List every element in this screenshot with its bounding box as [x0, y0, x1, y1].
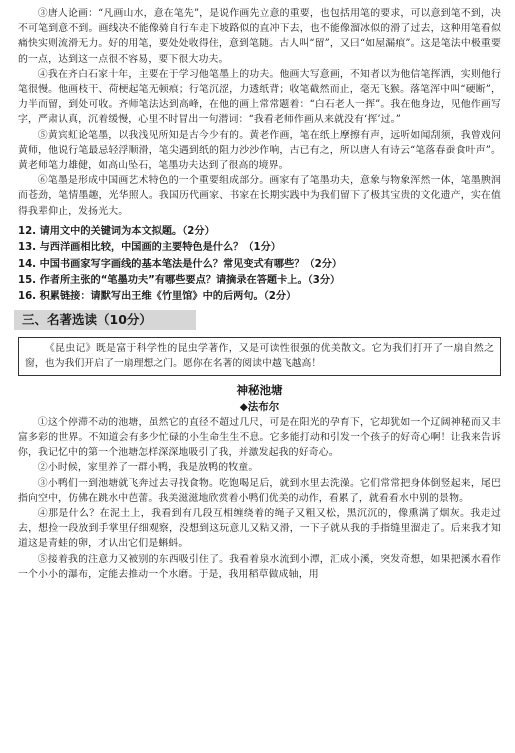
question-16: 16. 积累链接：请默写出王维《竹里馆》中的后两句。（2分） — [18, 291, 297, 303]
story-title: 神秘池塘 — [236, 382, 283, 397]
paragraph-3: ③唐人论画：“凡画山水，意在笔先”，是说作画先立意的重要，也包括用笔的要求，可以意到笔不到，决不可笔到意不到。画线决不能像骑自行车走下坡路似的直冲下去，也不能像溜冰似的滑了过去，这种用笔看似痛快实则流滑无力。好的用笔，要处处收得住，意到笔随。古人叫“留”，又曰“如屋漏痕”。这是笔法中极重要的一点，达到这一点很不容易，要下很大功夫。 — [18, 8, 501, 65]
story-paragraph-3: ③小鸭们一到池塘就飞奔过去寻找食物。吃饱喝足后，就到水里去洗澡。它们常常把身体倒竖起来，尾巴指向空中，仿佛在跳水中芭蕾。我美滋滋地欣赏着小鸭们优美的动作，看累了，就看看水中别的景物。 — [18, 477, 501, 504]
section-heading: 三、名著选读（10分） — [14, 310, 196, 330]
question-12: 12. 请用文中的关键词为本文拟题。（2分） — [18, 225, 215, 237]
story-paragraph-1: ①这个停滞不动的池塘，虽然它的直径不超过几尺，可是在阳光的孕育下，它却犹如一个辽阔神秘而又丰富多彩的世界。不知道会有多少忙碌的小生命生生不息。它多能打动和引发一个孩子的好奇心啊！让我来告诉你，我记忆中的第一个池塘怎样深深地吸引了我，并激发起我的好奇心。 — [18, 416, 501, 459]
question-list — [18, 224, 501, 306]
story-paragraph-5: ⑤接着我的注意力又被别的东西吸引住了。我看着泉水流到小潭，汇成小溪，突发奇想，如果把溪水看作一个小小的瀑布，定能去推动一个水磨。于是，我用稻草做成轴，用 — [18, 553, 501, 580]
story-author: ◆法布尔 — [239, 400, 280, 413]
story-paragraph-4: ④那是什么？在泥土上，我看到有几段互相缠绕着的绳子又粗又松，黑沉沉的，像熏满了烟灰。我走过去，想捡一段放到手掌里仔细观察，没想到这玩意儿又粘又滑，一下子就从我的手指缝里溜走了。后来我才知道这是青蛙的卵，才认出它们是蝌蚪。 — [18, 507, 501, 550]
question-15: 15. 作者所主张的“笔墨功夫”有哪些要点？请摘录在答题卡上。（3分） — [18, 275, 341, 287]
paragraph-6: ⑥笔墨是形成中国画艺术特色的一个重要组成部分。画家有了笔墨功夫，意象与物象浑然一体，笔墨腴润而苍劲，笔情墨趣，光华照人。我国历代画家、书家在长期实践中为我们留下了极其宝贵的文化遗产，实在值得我辈仰止，发扬光大。 — [18, 175, 501, 217]
paragraph-5: ⑤黄宾虹论笔墨，以我浅见所知是古今少有的。黄老作画，笔在纸上摩擦有声，远听如闻刮须，我曾戏问黄师，他说行笔最忌轻浮顺滑，笔尖遇到纸的阻力沙沙作响，古已有之，所以唐人有诗云“笔落春蚕食叶声”。黄老师笔力雄健，如高山坠石，笔墨功夫达到了很高的境界。 — [18, 129, 501, 172]
question-14: 14. 中国书画家写字画线的基本笔法是什么？常见变式有哪些？（2分） — [18, 258, 343, 270]
intro-box: 《昆虫记》既是富于科学性的昆虫学著作，又是可读性很强的优美散文。它为我们打开了一扇自然之窗，也为我们开启了一扇理想之门。愿你在名著的阅读中越飞越高！ — [18, 337, 501, 376]
question-13: 13. 与西洋画相比较，中国画的主要特色是什么？（1分） — [18, 242, 281, 254]
paragraph-4: ④我在齐白石家十年，主要在于学习他笔墨上的功夫。他画大写意画，不知者以为他信笔挥洒，实则他行笔很慢。他画枝干、荷梗起笔无顿痕；行笔沉涩，力透纸背；收笔截然而止，毫无飞猴。落笔浑中叫“硬断”，力半而留，到处可收。齐师笔法达到高峰，在他的画上常常题着：“白石老人一挥”。我在他身边，见他作画写字，严肃认真，沉着缓慢，心里不时冒出一句潜词：“我看老师作画从来就没有‘挥’过。” — [18, 68, 501, 126]
story-paragraph-2: ②小时候，家里养了一群小鸭，我是放鸭的牧童。 — [37, 462, 259, 474]
reading-passage — [18, 6, 501, 219]
story-passage — [18, 415, 501, 582]
